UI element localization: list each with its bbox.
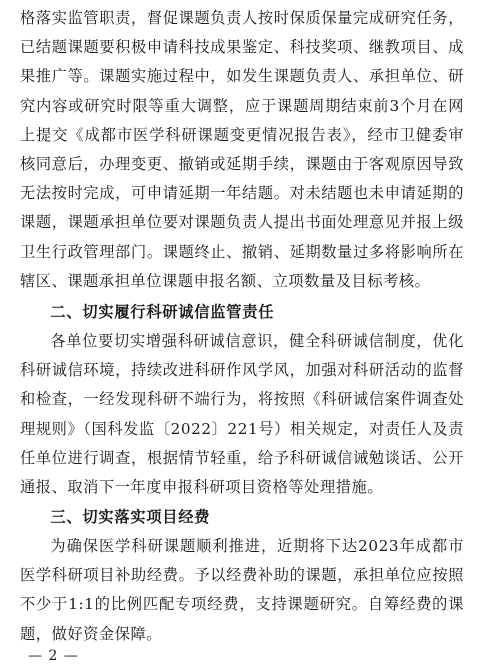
intro-paragraph: 格落实监管职责，督促课题负责人按时保质保量完成研究任务，已结题课题要积极申请科技成果鉴定、科技奖项、继教项目、成果推广等。课题实施过程中，如发生课题负责人、承担单位、研究内容或研究时限等重大调整，应于课题周期结束前3个月在网上提交《成都市医学科研课题变更情况报告表》，经市卫健委审核同意后，办理变更、撤销或延期手续，课题由于客观原因导致无法按时完成，可申请延期一年结题。对未结题也未申请延期的课题，课题承担单位要对课题负责人提出书面处理意见并报上级卫生行政管理部门。课题终止、撤销、延期数量过多将影响所在辖区、课题承担单位课题申报名额、立项数量及目标考核。 xyxy=(20,9,464,290)
section-paragraph-3: 为确保医学科研课题顺利推进，近期将下达2023年成都市医学科研项目补助经费。予以经费补助的课题，承担单位应按照不少于1:1的比例匹配专项经费，支持课题研究。自筹经费的课题，做好资金保障。 xyxy=(20,537,464,643)
section-heading-3: 三、切实落实项目经费 xyxy=(50,508,211,526)
page-number: — 2 — xyxy=(28,648,79,664)
section-heading-2: 二、切实履行科研诚信监管责任 xyxy=(50,303,275,321)
section-paragraph-2: 各单位要切实增强科研诚信意识，健全科研诚信制度，优化科研诚信环境，持续改进科研作风学风，加强对科研活动的监督和检查，一经发现科研不端行为，将按照《科研诚信案件调查处理规则》（国科发监〔2022〕221号）相关规定，对责任人及责任单位进行调查，根据情节轻重，给予科研诚信诫勉谈话、公开通报、取消下一年度申报科研项目资格等处理措施。 xyxy=(20,332,464,497)
